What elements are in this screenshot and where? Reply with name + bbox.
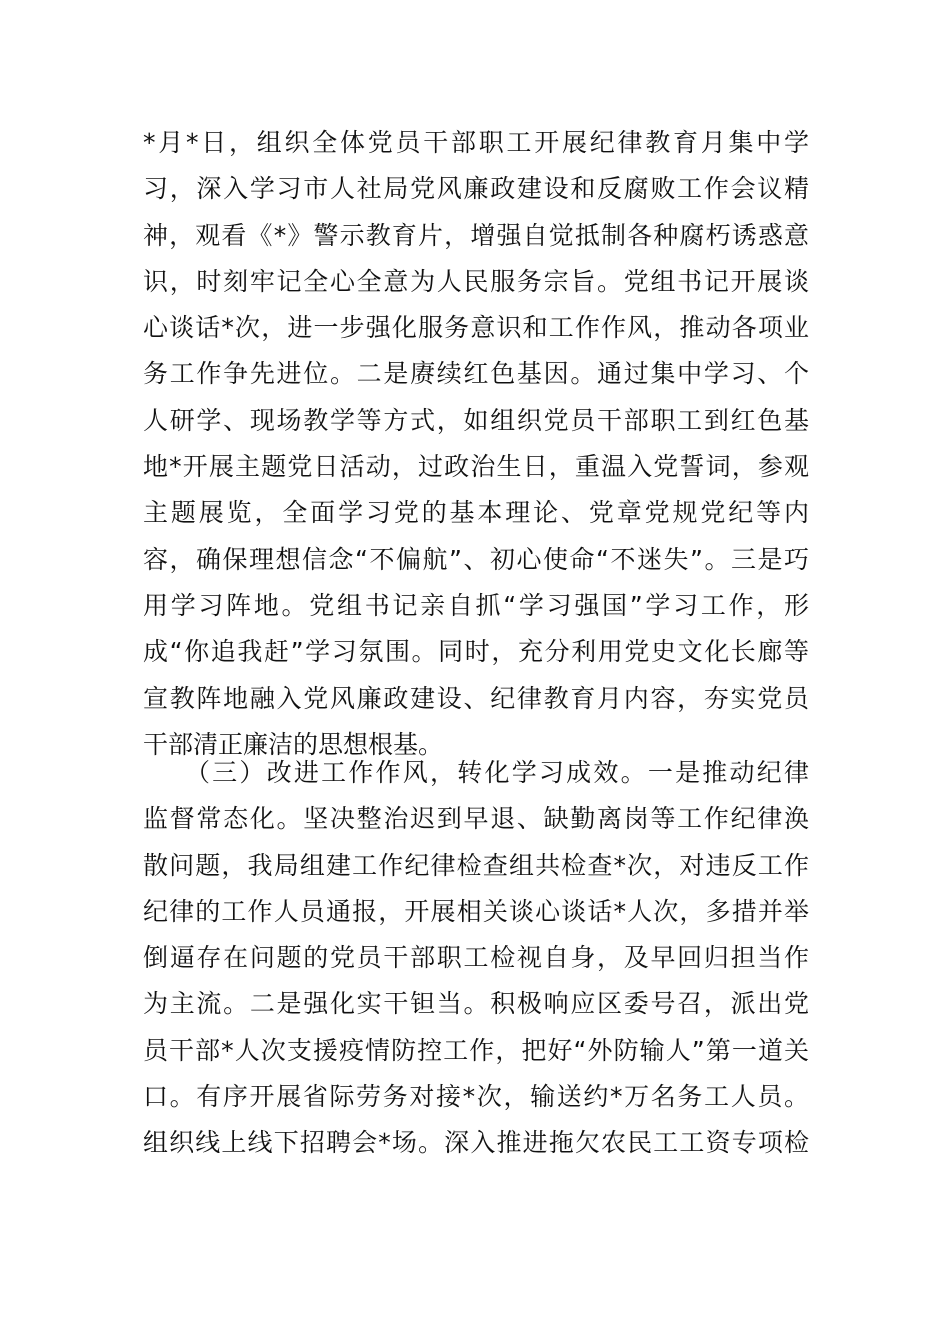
text-line: 散问题，我局组建工作纪律检查组共检查*次，对违反工作 bbox=[143, 850, 809, 880]
text-line: 干部清正廉洁的思想根基。 bbox=[143, 729, 444, 759]
text-line: 监督常态化。坚决整治迟到早退、缺勤离岗等工作纪律涣 bbox=[143, 804, 809, 834]
text-line: 倒逼存在问题的党员干部职工检视自身，及早回归担当作 bbox=[143, 943, 809, 973]
text-line: 神，观看《*》警示教育片，增强自觉抵制各种腐朽诱惑意 bbox=[143, 220, 809, 250]
text-line: 习，深入学习市人社局党风廉政建设和反腐败工作会议精 bbox=[143, 174, 809, 204]
text-line: 地*开展主题党日活动，过政治生日，重温入党誓词，参观 bbox=[143, 452, 809, 482]
text-line: 用学习阵地。党组书记亲自抓“学习强国”学习工作，形 bbox=[143, 590, 809, 620]
text-line: 主题展览，全面学习党的基本理论、党章党规党纪等内 bbox=[143, 498, 809, 528]
text-line: （三）改进工作作风，转化学习成效。一是推动纪律 bbox=[143, 758, 809, 787]
text-line: 务工作争先进位。二是赓续红色基因。通过集中学习、个 bbox=[143, 359, 809, 389]
text-line: 人研学、现场教学等方式，如组织党员干部职工到红色基 bbox=[143, 405, 809, 435]
body-paragraph-2 bbox=[143, 750, 809, 1167]
body-paragraph-1 bbox=[143, 120, 809, 768]
text-line: 组织线上线下招聘会*场。深入推进拖欠农民工工资专项检 bbox=[143, 1128, 809, 1158]
text-line: 容，确保理想信念“不偏航”、初心使命“不迷失”。三是巧 bbox=[143, 544, 809, 574]
text-line: 口。有序开展省际劳务对接*次，输送约*万名务工人员。 bbox=[143, 1082, 809, 1112]
text-line: 成“你追我赶”学习氛围。同时，充分利用党史文化长廊等 bbox=[143, 637, 809, 667]
text-line: 员干部*人次支援疫情防控工作，把好“外防输人”第一道关 bbox=[143, 1035, 809, 1065]
text-line: 识，时刻牢记全心全意为人民服务宗旨。党组书记开展谈 bbox=[143, 266, 809, 296]
text-line: 为主流。二是强化实干钽当。积极响应区委号召，派出党 bbox=[143, 989, 809, 1019]
text-line: 宣教阵地融入党风廉政建设、纪律教育月内容，夯实党员 bbox=[143, 683, 809, 713]
text-line: *月*日，组织全体党员干部职工开展纪律教育月集中学 bbox=[143, 128, 809, 157]
text-line: 心谈话*次，进一步强化服务意识和工作作风，推动各项业 bbox=[143, 313, 809, 343]
text-line: 纪律的工作人员通报，开展相关谈心谈话*人次，多措并举 bbox=[143, 896, 809, 926]
